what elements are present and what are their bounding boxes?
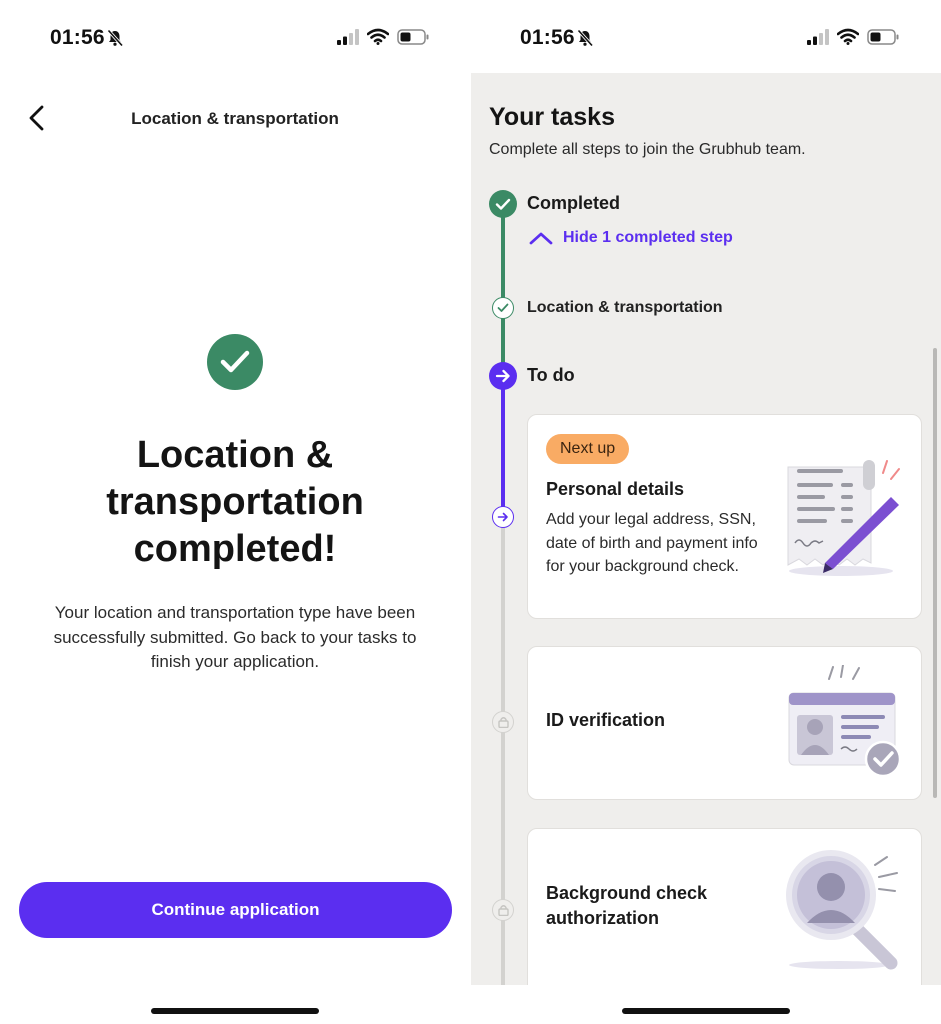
success-check-icon: [207, 334, 263, 390]
card-description: Add your legal address, SSN, date of birth and payment info for your background check.: [546, 511, 758, 575]
nav-title: Location & transportation: [131, 109, 339, 128]
background-check-card[interactable]: [527, 828, 922, 985]
todo-section-label: To do: [527, 365, 575, 385]
hide-completed-steps-link[interactable]: [529, 229, 733, 247]
confirmation-description: Your location and transportation type have been successfully submitted. Go back to your tasks to finish your application.: [53, 603, 417, 671]
lock-icon: [492, 899, 514, 921]
status-icons: [337, 28, 429, 45]
timeline-completed-line: [501, 203, 505, 375]
confirmation-screen: [0, 0, 470, 1024]
lock-icon: [492, 711, 514, 733]
battery-icon: [867, 29, 899, 45]
headline-line: completed!: [133, 528, 337, 570]
home-indicator: [151, 1008, 319, 1014]
chevron-up-icon: [529, 231, 553, 245]
tasks-screen: [471, 0, 941, 1024]
todo-arrow-icon: [489, 362, 517, 390]
silent-bell-icon: [106, 29, 124, 47]
headline-line: transportation: [106, 481, 364, 523]
tasks-title: Your tasks: [489, 103, 615, 131]
tasks-subtitle: Complete all steps to join the Grubhub team.: [489, 141, 806, 158]
status-icons: [807, 28, 899, 45]
step-check-icon: [492, 297, 514, 319]
signal-icon: [337, 29, 359, 45]
silent-bell-icon: [576, 29, 594, 47]
step-arrow-icon: [492, 506, 514, 528]
timeline-todo-line: [501, 375, 505, 517]
signal-icon: [807, 29, 829, 45]
card-title: [546, 881, 707, 931]
hide-link-label: Hide 1 completed step: [563, 229, 733, 246]
continue-application-button[interactable]: Continue application: [19, 882, 452, 938]
id-card-illustration: [783, 665, 908, 783]
wifi-icon: [837, 28, 859, 45]
id-verification-card[interactable]: [527, 646, 922, 800]
card-title: ID verification: [546, 710, 666, 730]
wifi-icon: [367, 28, 389, 45]
completed-check-icon: [489, 190, 517, 218]
confirmation-headline: [40, 432, 430, 573]
status-time: 01:56: [520, 26, 575, 49]
card-title-line: authorization: [546, 908, 659, 928]
magnifier-illustration: [783, 845, 908, 975]
card-title: Personal details: [546, 479, 685, 499]
battery-icon: [397, 29, 429, 45]
tasks-panel[interactable]: [471, 73, 941, 985]
personal-details-card[interactable]: [527, 414, 922, 619]
scrollbar[interactable]: [933, 348, 937, 798]
card-title-line: Background check: [546, 883, 708, 903]
status-time: 01:56: [50, 26, 105, 49]
completed-section-label: Completed: [527, 193, 621, 213]
completed-step-location[interactable]: Location & transportation: [527, 299, 723, 316]
next-up-badge: Next up: [546, 434, 629, 464]
headline-line: Location &: [136, 434, 334, 476]
home-indicator: [622, 1008, 790, 1014]
document-signing-illustration: [783, 455, 908, 580]
